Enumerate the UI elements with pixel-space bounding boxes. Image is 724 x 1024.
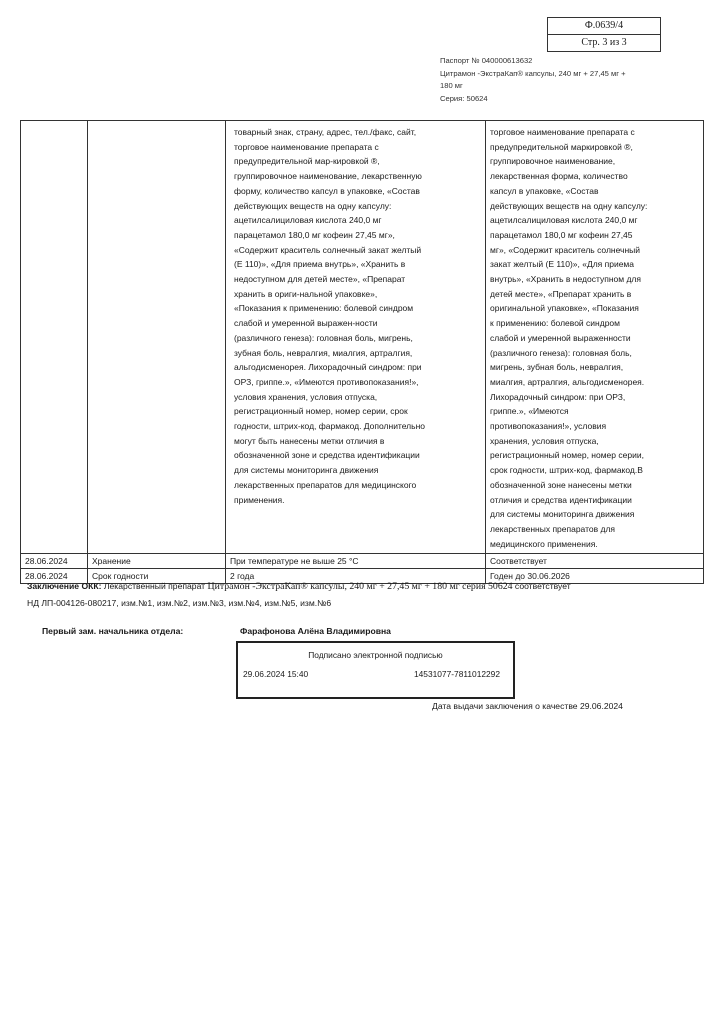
conclusion-line2: НД ЛП-004126-080217, изм.№1, изм.№2, изм.№3, изм.№4, изм.№5, изм.№6 <box>27 598 332 608</box>
result-line: для системы мониторинга движения <box>490 509 635 520</box>
result-line: действующих веществ на одну капсулу: <box>490 200 648 211</box>
cell-parameter-empty <box>88 121 226 554</box>
result-line: капсул в упаковке, «Состав <box>490 185 599 196</box>
passport-header <box>440 55 660 105</box>
cell-requirement: 2 года <box>226 569 486 584</box>
requirement-line: для системы мониторинга движения <box>234 465 379 476</box>
result-line: предупредительной маркировкой ®, <box>490 141 633 152</box>
result-line: лекарственных препаратов для <box>490 523 616 534</box>
result-line: миалгия, артралгия, альгодисменорея. <box>490 376 645 387</box>
requirement-line: применения. <box>234 494 285 505</box>
requirement-line: условия хранения, условия отпуска, <box>234 391 378 402</box>
result-line: противопоказания!», условия <box>490 421 607 432</box>
cell-requirement-labeling <box>226 121 486 554</box>
requirement-line: группировочное наименование, лекарственную <box>234 171 422 182</box>
result-line: лекарственная форма, количество <box>490 171 628 182</box>
requirement-line: могут быть нанесены метки отличия в <box>234 435 385 446</box>
result-line: оригинальной упаковке», «Показания <box>490 303 639 314</box>
requirement-line: хранить в ориги-нальной упаковке», <box>234 288 378 299</box>
requirement-line: предупредительной мар-кировкой ®, <box>234 156 380 167</box>
conclusion-product: Цитрамон -ЭкстраКап® капсулы, 240 мг + 27,45 мг + 180 мг серия 50624 <box>207 581 513 592</box>
signer-title: Первый зам. начальника отдела: <box>42 626 184 636</box>
product-name-line1: Цитрамон -ЭкстраКап® капсулы, 240 мг + 27,45 мг + <box>440 68 626 78</box>
requirement-line: ОРЗ, гриппе.», «Имеются противопоказания!», <box>234 376 419 387</box>
signer-name: Фарафонова Алёна Владимировна <box>240 626 391 636</box>
requirement-line: годности, штрих-код, фармакод. Дополнительно <box>234 421 425 432</box>
esign-datetime: 29.06.2024 15:40 <box>243 669 309 679</box>
result-line: отличия и средства идентификации <box>490 494 632 505</box>
series-number: Серия: 50624 <box>440 93 488 103</box>
result-line: мг», «Содержит краситель солнечный <box>490 244 641 255</box>
result-line: хранения, условия отпуска, <box>490 435 599 446</box>
requirement-line: ацетилсалициловая кислота 240,0 мг <box>234 215 382 226</box>
requirement-line: обозначенной зоне и средства идентификации <box>234 450 420 461</box>
conclusion-line1 <box>27 578 707 595</box>
result-line: торговое наименование препарата с <box>490 127 635 137</box>
cell-date: 28.06.2024 <box>21 554 88 569</box>
conclusion-text-c: соответствует <box>514 581 571 591</box>
requirement-line: альгодисменорея. Лихорадочный синдром: при <box>234 362 422 373</box>
requirement-line: форму, количество капсул в упаковке, «Состав <box>234 185 420 196</box>
result-line: группировочное наименование, <box>490 156 616 167</box>
requirement-line: торговое наименование препарата с <box>234 141 379 152</box>
requirement-line: (Е 110)», «Для приема внутрь», «Хранить в <box>234 259 406 270</box>
requirement-line: «Показания к применению: болевой синдром <box>234 303 414 314</box>
result-line: (различного генеза): головная боль, <box>490 347 632 358</box>
result-line: гриппе.», «Имеются <box>490 406 569 417</box>
requirement-line: парацетамол 180,0 мг кофеин 27,45 мг», <box>234 229 395 240</box>
esign-cert-number: 14531077-7811012292 <box>413 669 500 679</box>
passport-number: Паспорт № 040000613632 <box>440 56 533 65</box>
result-line: регистрационный номер, номер серии, <box>490 450 644 461</box>
conclusion-text-a: Лекарственный препарат <box>103 581 206 591</box>
issue-date: Дата выдачи заключения о качестве 29.06.2024 <box>432 701 623 711</box>
conclusion-block <box>27 578 707 611</box>
result-line: закат желтый (Е 110)», «Для приема <box>490 259 635 270</box>
result-line: медицинского применения. <box>490 538 598 549</box>
electronic-signature-box <box>236 641 515 699</box>
esign-title: Подписано электронной подписью <box>308 650 443 660</box>
quality-table <box>20 120 704 584</box>
result-line: к применению: болевой синдром <box>490 318 620 329</box>
requirement-line: (различного генеза): головная боль, мигрень, <box>234 332 413 343</box>
cell-date-empty <box>21 121 88 554</box>
cell-result: Годен до 30.06.2026 <box>486 569 704 584</box>
requirement-line: слабой и умеренной выражен-ности <box>234 318 378 329</box>
result-line: Лихорадочный синдром: при ОРЗ, <box>490 391 626 402</box>
requirement-line: регистрационный номер, номер серии, срок <box>234 406 408 417</box>
requirement-line: недоступном для детей месте», «Препарат <box>234 274 406 285</box>
cell-date: 28.06.2024 <box>21 569 88 584</box>
cell-parameter: Срок годности <box>88 569 226 584</box>
requirement-line: «Содержит краситель солнечный закат желтый <box>234 244 422 255</box>
result-line: парацетамол 180,0 мг кофеин 27,45 <box>490 229 633 240</box>
result-line: детей месте», «Препарат хранить в <box>490 288 632 299</box>
requirement-line: товарный знак, страну, адрес, тел./факс, сайт, <box>234 127 417 137</box>
result-line: мигрень, зубная боль, невралгия, <box>490 362 624 373</box>
table-row-storage <box>21 554 704 569</box>
cell-requirement: При температуре не выше 25 °С <box>226 554 486 569</box>
conclusion-label: Заключение ОКК: <box>27 581 102 591</box>
cell-result-labeling <box>486 121 704 554</box>
cell-result: Соответствует <box>486 554 704 569</box>
requirement-line: лекарственных препаратов для медицинского <box>234 479 417 490</box>
requirement-line: действующих веществ на одну капсулу: <box>234 200 392 211</box>
table-row-labeling <box>21 121 704 554</box>
result-line: внутрь», «Хранить в недоступном для <box>490 274 641 285</box>
cell-parameter: Хранение <box>88 554 226 569</box>
result-line: слабой и умеренной выраженности <box>490 332 631 343</box>
requirement-line: зубная боль, невралгия, миалгия, артралгия, <box>234 347 413 358</box>
result-line: обозначенной зоне нанесены метки <box>490 479 632 490</box>
form-code: Ф.0639/4 <box>584 20 624 31</box>
result-line: ацетилсалициловая кислота 240,0 мг <box>490 215 638 226</box>
form-code-box <box>547 17 661 52</box>
product-name-line2: 180 мг <box>440 81 463 90</box>
page-number: Стр. 3 из 3 <box>548 34 660 51</box>
result-line: срок годности, штрих-код, фармакод.В <box>490 465 643 476</box>
